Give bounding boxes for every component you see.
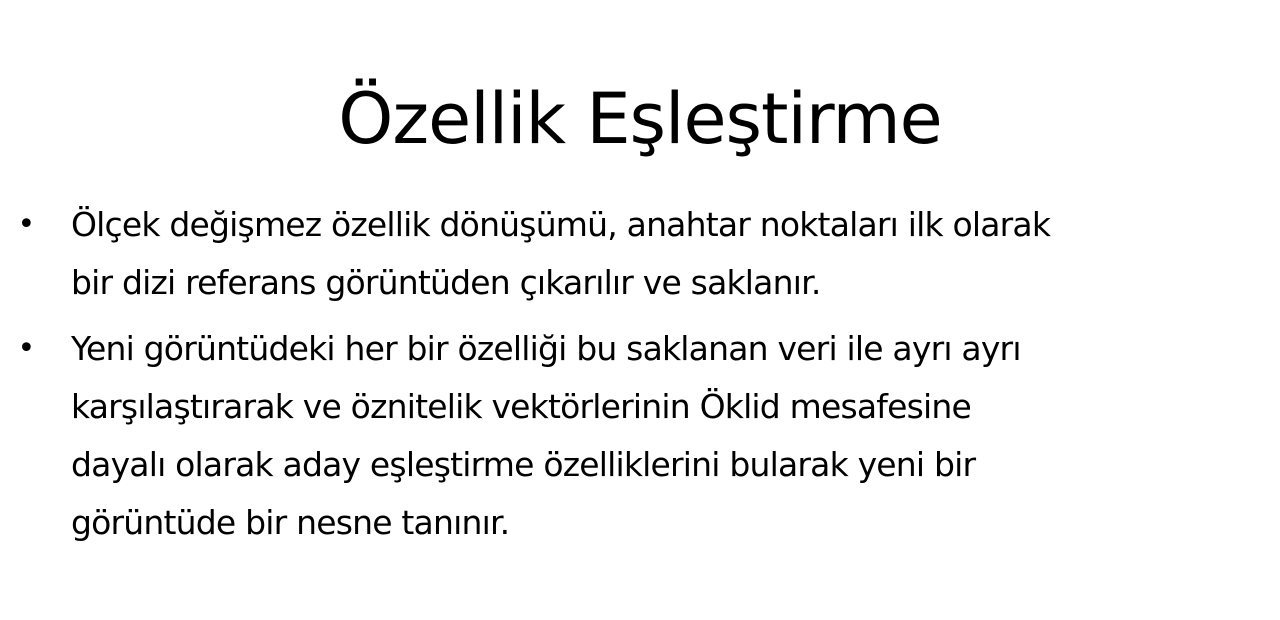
bullet-item bbox=[0, 196, 1280, 312]
bullet-text-line: Yeni görüntüdeki her bir özelliği bu saklanan veri ile ayrı ayrı bbox=[71, 329, 1021, 368]
slide-title: Özellik Eşleştirme bbox=[338, 77, 942, 160]
bullet-item bbox=[0, 320, 1280, 552]
bullet-dot-icon: • bbox=[17, 331, 35, 366]
bullet-list bbox=[0, 196, 1280, 560]
bullet-dot-icon: • bbox=[17, 207, 35, 242]
bullet-text-line: bir dizi referans görüntüden çıkarılır ve saklanır. bbox=[71, 263, 821, 302]
bullet-text-line: Ölçek değişmez özellik dönüşümü, anahtar noktaları ilk olarak bbox=[71, 205, 1051, 244]
bullet-text-line: karşılaştırarak ve öznitelik vektörlerinin Öklid mesafesine bbox=[71, 387, 972, 426]
bullet-text-line: dayalı olarak aday eşleştirme özelliklerini bularak yeni bir bbox=[71, 445, 976, 484]
bullet-text-line: görüntüde bir nesne tanınır. bbox=[71, 503, 510, 542]
